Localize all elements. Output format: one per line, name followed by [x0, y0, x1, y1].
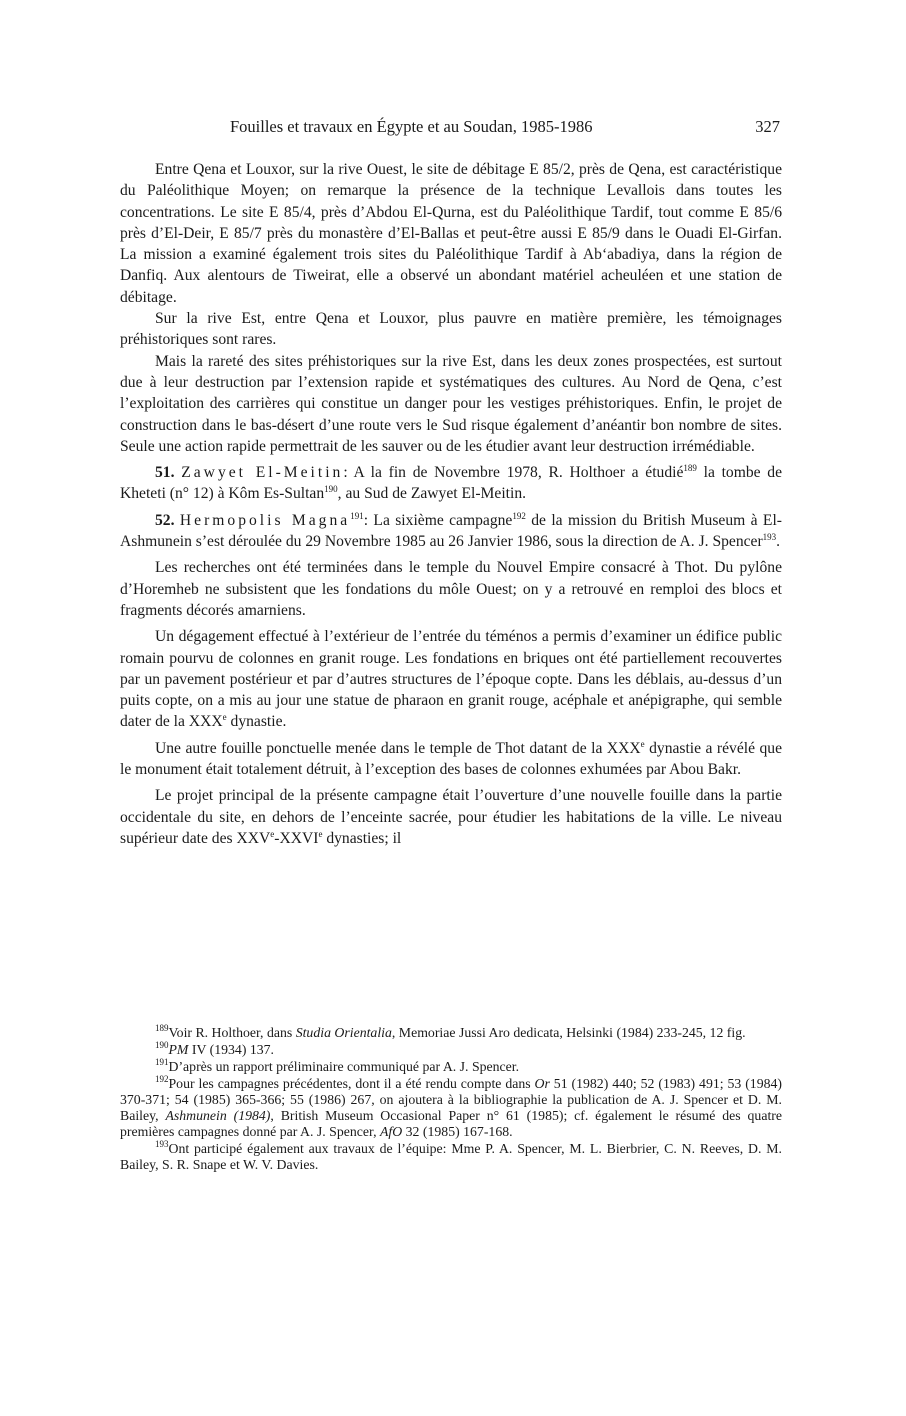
- superscript: e: [640, 738, 645, 749]
- superscript: e: [318, 828, 323, 839]
- footnote-ref: 190: [324, 484, 338, 495]
- text-run: , au Sud de Zawyet El-Meitin.: [337, 485, 527, 503]
- footnote-190: [120, 1042, 782, 1058]
- superscript: e: [222, 712, 227, 723]
- paragraph-51: [120, 462, 782, 505]
- footnote-189: [120, 1025, 782, 1041]
- text-run: de la mission du British Museum à El-Ashmunein s’est déroulée du 29 Novembre 1985 au 26 Janvier 1986, sous la direction de A. J. Spencer: [120, 511, 782, 551]
- footnote-number: 190: [155, 1040, 169, 1050]
- italic-title: Studia Orientalia: [295, 1025, 392, 1040]
- footnote-192: [120, 1076, 782, 1140]
- paragraph: Mais la rareté des sites préhistoriques sur la rive Est, dans les deux zones prospectées, est surtout due à leur destruction par l’extension rapide et systématiques des cultures. Au Nord de Qena, c’est l’exploitation des carrières qui constitue un danger pour les vestiges préhistoriques. Enfin, le projet de construction dans le bas-désert d’une route vers le Sud risque également d’anéantir bon nombre de sites. Seule une action rapide permettrait de les sauver ou de les étudier avant leur destruction irrémédiable.: [120, 352, 782, 455]
- footnote-number: 191: [155, 1057, 169, 1067]
- italic-title: Or: [534, 1076, 550, 1091]
- text-run: 51 (1982) 440; 52 (1983) 491; 53 (1984) 370-371; 54 (1985) 365-366; 55 (1986) 267, on ajoutera à la bibliographie la publication de A. J. Spencer et D. M. Bailey,: [120, 1076, 782, 1123]
- text-run: Ont participé également aux travaux de l’équipe: Mme P. A. Spencer, M. L. Bierbrier, C. N. Reeves, D. M. Bailey, S. R. Snape et W. V. Davies.: [120, 1141, 782, 1172]
- footnote-number: 193: [155, 1139, 169, 1149]
- footnote-ref: 189: [683, 463, 697, 474]
- footnote-ref: 192: [512, 510, 526, 521]
- text-run: Pour les campagnes précédentes, dont il a été rendu compte dans: [168, 1076, 535, 1091]
- text-run: Une autre fouille ponctuelle menée dans le temple de Thot datant de la XXX: [155, 739, 641, 757]
- text-run: Un dégagement effectué à l’extérieur de l’entrée du téménos a permis d’examiner un édifice public romain pourvu de colonnes en granit rouge. Les fondations en briques ont été partiellement recouvertes par un pavement postérieur et par d’autres structures de l’époque copte. Dans les déblais, au-dessus d’un puits copte, on a mis au jour une statue de pharaon en granit rouge, acéphale et anépigraphe, qui semble dater de la XXX: [120, 628, 782, 731]
- text-run: IV (1934) 137.: [188, 1042, 275, 1057]
- footnotes: [120, 1025, 782, 1174]
- site-name: Zawyet El-Meitin: [181, 464, 344, 482]
- page-number: 327: [755, 117, 780, 136]
- footnote-191: [120, 1059, 782, 1075]
- paragraph: [120, 785, 782, 849]
- text-run: : La sixième campagne: [363, 511, 513, 529]
- text-run: Voir R. Holthoer, dans: [168, 1025, 296, 1040]
- running-title: Fouilles et travaux en Égypte et au Soudan, 1985-1986: [230, 117, 593, 136]
- text-run: , Memoriae Jussi Aro dedicata, Helsinki (1984) 233-245, 12 fig.: [391, 1025, 746, 1040]
- footnote-ref: 193: [762, 532, 777, 543]
- italic-title: Ashmunein (1984): [165, 1108, 271, 1123]
- footnote-193: [120, 1141, 782, 1173]
- paragraph: Entre Qena et Louxor, sur la rive Ouest, le site de débitage E 85/2, près de Qena, est caractéristique du Paléolithique Moyen; on remarque la présence de la technique Levallois dans toutes les concentrations. Le site E 85/4, près d’Abdou El-Qurna, est du Paléolithique Tardif, tout comme E 85/6 près d’El-Deir, E 85/7 près du monastère d’El-Ballas et peut-être aussi E 85/9 dans le Ouadi El-Girfan. La mission a examiné également trois sites du Paléolithique Tardif à Ab‘abadiya, dans la région de Danfiq. Aux alentours de Tiweirat, elle a observé un abondant matériel acheuléen et une station de débitage.: [120, 161, 782, 306]
- section-number: 52.: [155, 511, 175, 529]
- site-name: Hermopolis Magna: [179, 511, 351, 529]
- text-run: .: [776, 533, 781, 551]
- section-number: 51.: [155, 464, 175, 482]
- footnote-number: 192: [155, 1074, 169, 1084]
- text-run: D’après un rapport préliminaire communiqué par A. J. Spencer.: [168, 1059, 520, 1074]
- footnote-number: 189: [155, 1023, 169, 1033]
- text-run: dynastie.: [226, 713, 287, 731]
- footnote-ref: 191: [350, 510, 364, 521]
- text-run: 32 (1985) 167-168.: [402, 1124, 513, 1139]
- text-run: la tombe de Kheteti (n° 12) à Kôm Es-Sultan: [120, 464, 783, 503]
- text-run: -XXVI: [274, 829, 319, 847]
- paragraph: Sur la rive Est, entre Qena et Louxor, plus pauvre en matière première, les témoignages préhistoriques sont rares.: [120, 310, 782, 349]
- paragraph: [120, 738, 782, 781]
- italic-title: AfO: [379, 1124, 403, 1139]
- italic-title: PM: [168, 1042, 189, 1057]
- paragraph: [120, 626, 782, 732]
- superscript: e: [270, 828, 275, 839]
- paragraph-52: [120, 510, 782, 553]
- text-run: dynastie a révélé que le monument était totalement détruit, à l’exception des bases de colonnes exhumées par Abou Bakr.: [120, 739, 782, 779]
- running-header: [120, 117, 782, 141]
- paragraph: Les recherches ont été terminées dans le temple du Nouvel Empire consacré à Thot. Du pylône d’Horemheb ne subsistent que les fondations du môle Ouest; on y a retrouvé en remploi des blocs et fragments décorés amarniens.: [120, 559, 782, 619]
- text-run: : A la fin de Novembre 1978, R. Holthoer a étudié: [343, 464, 684, 482]
- text-run: , British Museum Occasional Paper n° 61 (1985); cf. également le résumé des quatre premières campagnes donné par A. J. Spencer,: [120, 1108, 782, 1139]
- text-run: dynasties; il: [322, 829, 402, 847]
- text-run: Le projet principal de la présente campagne était l’ouverture d’une nouvelle fouille dans la partie occidentale du site, en dehors de l’enceinte sacrée, pour étudier les habitations de la ville. Le niveau supérieur date des XXV: [120, 787, 782, 847]
- main-text: [120, 159, 782, 849]
